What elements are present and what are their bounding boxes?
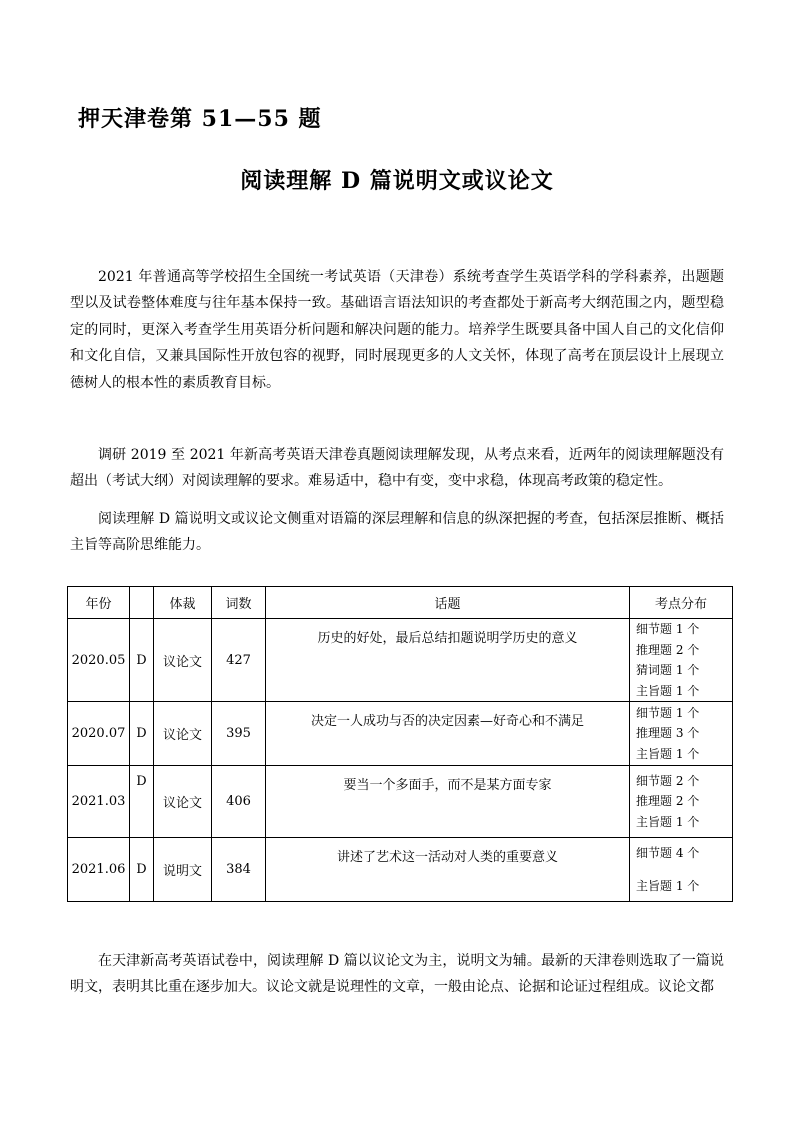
question-type-item: 猜词题 1 个 <box>636 663 700 677</box>
cell-topic: 讲述了艺术这一活动对人类的重要意义 <box>266 838 630 902</box>
header-year: 年份 <box>68 587 130 619</box>
cell-word-count: 395 <box>212 702 266 766</box>
table-row <box>68 702 733 766</box>
table-row <box>68 838 733 902</box>
question-type-item: 推理题 2 个 <box>636 642 700 657</box>
cell-part: D <box>130 702 154 766</box>
cell-part: D <box>130 766 154 838</box>
cell-year: 2020.05 <box>68 619 130 702</box>
table-row <box>68 766 733 838</box>
question-type-item: 推理题 3 个 <box>636 726 700 741</box>
intro-paragraph: 2021 年普通高等学校招生全国统一考试英语（天津卷）系统考查学生英语学科的学科素养，出题题型以及试卷整体难度与往年基本保持一致。基础语言语法知识的考查都处于新高考大纲范围之内，题型稳定的同时，更深入考查学生用英语分析问题和解决问题的能力。培养学生既要具备中国人自己的文化信仰和文化自信，又兼具国际性开放包容的视野，同时展现更多的人文关怀，体现了高考在顶层设计上展现立德树人的根本性的素质教育目标。 <box>70 269 724 391</box>
cell-question-types <box>630 838 733 902</box>
cell-genre: 说明文 <box>154 838 212 902</box>
header-question-types: 考点分布 <box>630 587 733 619</box>
cell-word-count: 406 <box>212 766 266 838</box>
cell-question-types <box>630 702 733 766</box>
genre-paragraph: 在天津新高考英语试卷中，阅读理解 D 篇以议论文为主，说明文为辅。最新的天津卷则选取了一篇说明文，表明其比重在逐步加大。议论文就是说理性的文章，一般由论点、论据和论证过程组成。议论文都 <box>70 953 724 996</box>
page-subheading: 阅读理解 D 篇说明文或议论文 <box>240 168 554 194</box>
cell-genre: 议论文 <box>154 702 212 766</box>
header-part <box>130 587 154 619</box>
question-type-item: 细节题 4 个 <box>636 846 700 860</box>
focus-paragraph: 阅读理解 D 篇说明文或议论文侧重对语篇的深层理解和信息的纵深把握的考查，包括深层推断、概括主旨等高阶思维能力。 <box>70 511 724 554</box>
question-type-item: 主旨题 1 个 <box>636 878 700 893</box>
header-topic: 话题 <box>266 587 630 619</box>
cell-word-count: 427 <box>212 619 266 702</box>
cell-year: 2020.07 <box>68 702 130 766</box>
cell-topic: 历史的好处，最后总结扣题说明学历史的意义 <box>266 619 630 702</box>
table-row <box>68 619 733 702</box>
question-type-item: 主旨题 1 个 <box>636 814 700 829</box>
question-type-item: 细节题 2 个 <box>636 773 700 788</box>
question-type-item: 细节题 1 个 <box>636 705 700 720</box>
cell-genre: 议论文 <box>154 766 212 838</box>
question-type-item: 推理题 2 个 <box>636 794 700 809</box>
cell-topic: 决定一人成功与否的决定因素—好奇心和不满足 <box>266 702 630 766</box>
question-type-item: 细节题 1 个 <box>636 622 700 636</box>
cell-topic: 要当一个多面手，而不是某方面专家 <box>266 766 630 838</box>
table-header-row <box>68 587 733 619</box>
question-type-item: 主旨题 1 个 <box>636 746 700 761</box>
cell-word-count: 384 <box>212 838 266 902</box>
cell-part: D <box>130 619 154 702</box>
cell-year: 2021.06 <box>68 838 130 902</box>
research-paragraph: 调研 2019 至 2021 年新高考英语天津卷真题阅读理解发现，从考点来看，近两年的阅读理解题没有超出（考试大纲）对阅读理解的要求。难易适中，稳中有变，变中求稳，体现高考政策的稳定性。 <box>70 447 724 490</box>
cell-question-types <box>630 619 733 702</box>
cell-year: 2021.03 <box>68 766 130 838</box>
question-type-item: 主旨题 1 个 <box>636 683 700 698</box>
page-heading: 押天津卷第 51—55 题 <box>78 106 322 132</box>
header-word-count: 词数 <box>212 587 266 619</box>
cell-part: D <box>130 838 154 902</box>
exam-analysis-table <box>67 586 733 902</box>
cell-genre: 议论文 <box>154 619 212 702</box>
cell-question-types <box>630 766 733 838</box>
header-genre: 体裁 <box>154 587 212 619</box>
